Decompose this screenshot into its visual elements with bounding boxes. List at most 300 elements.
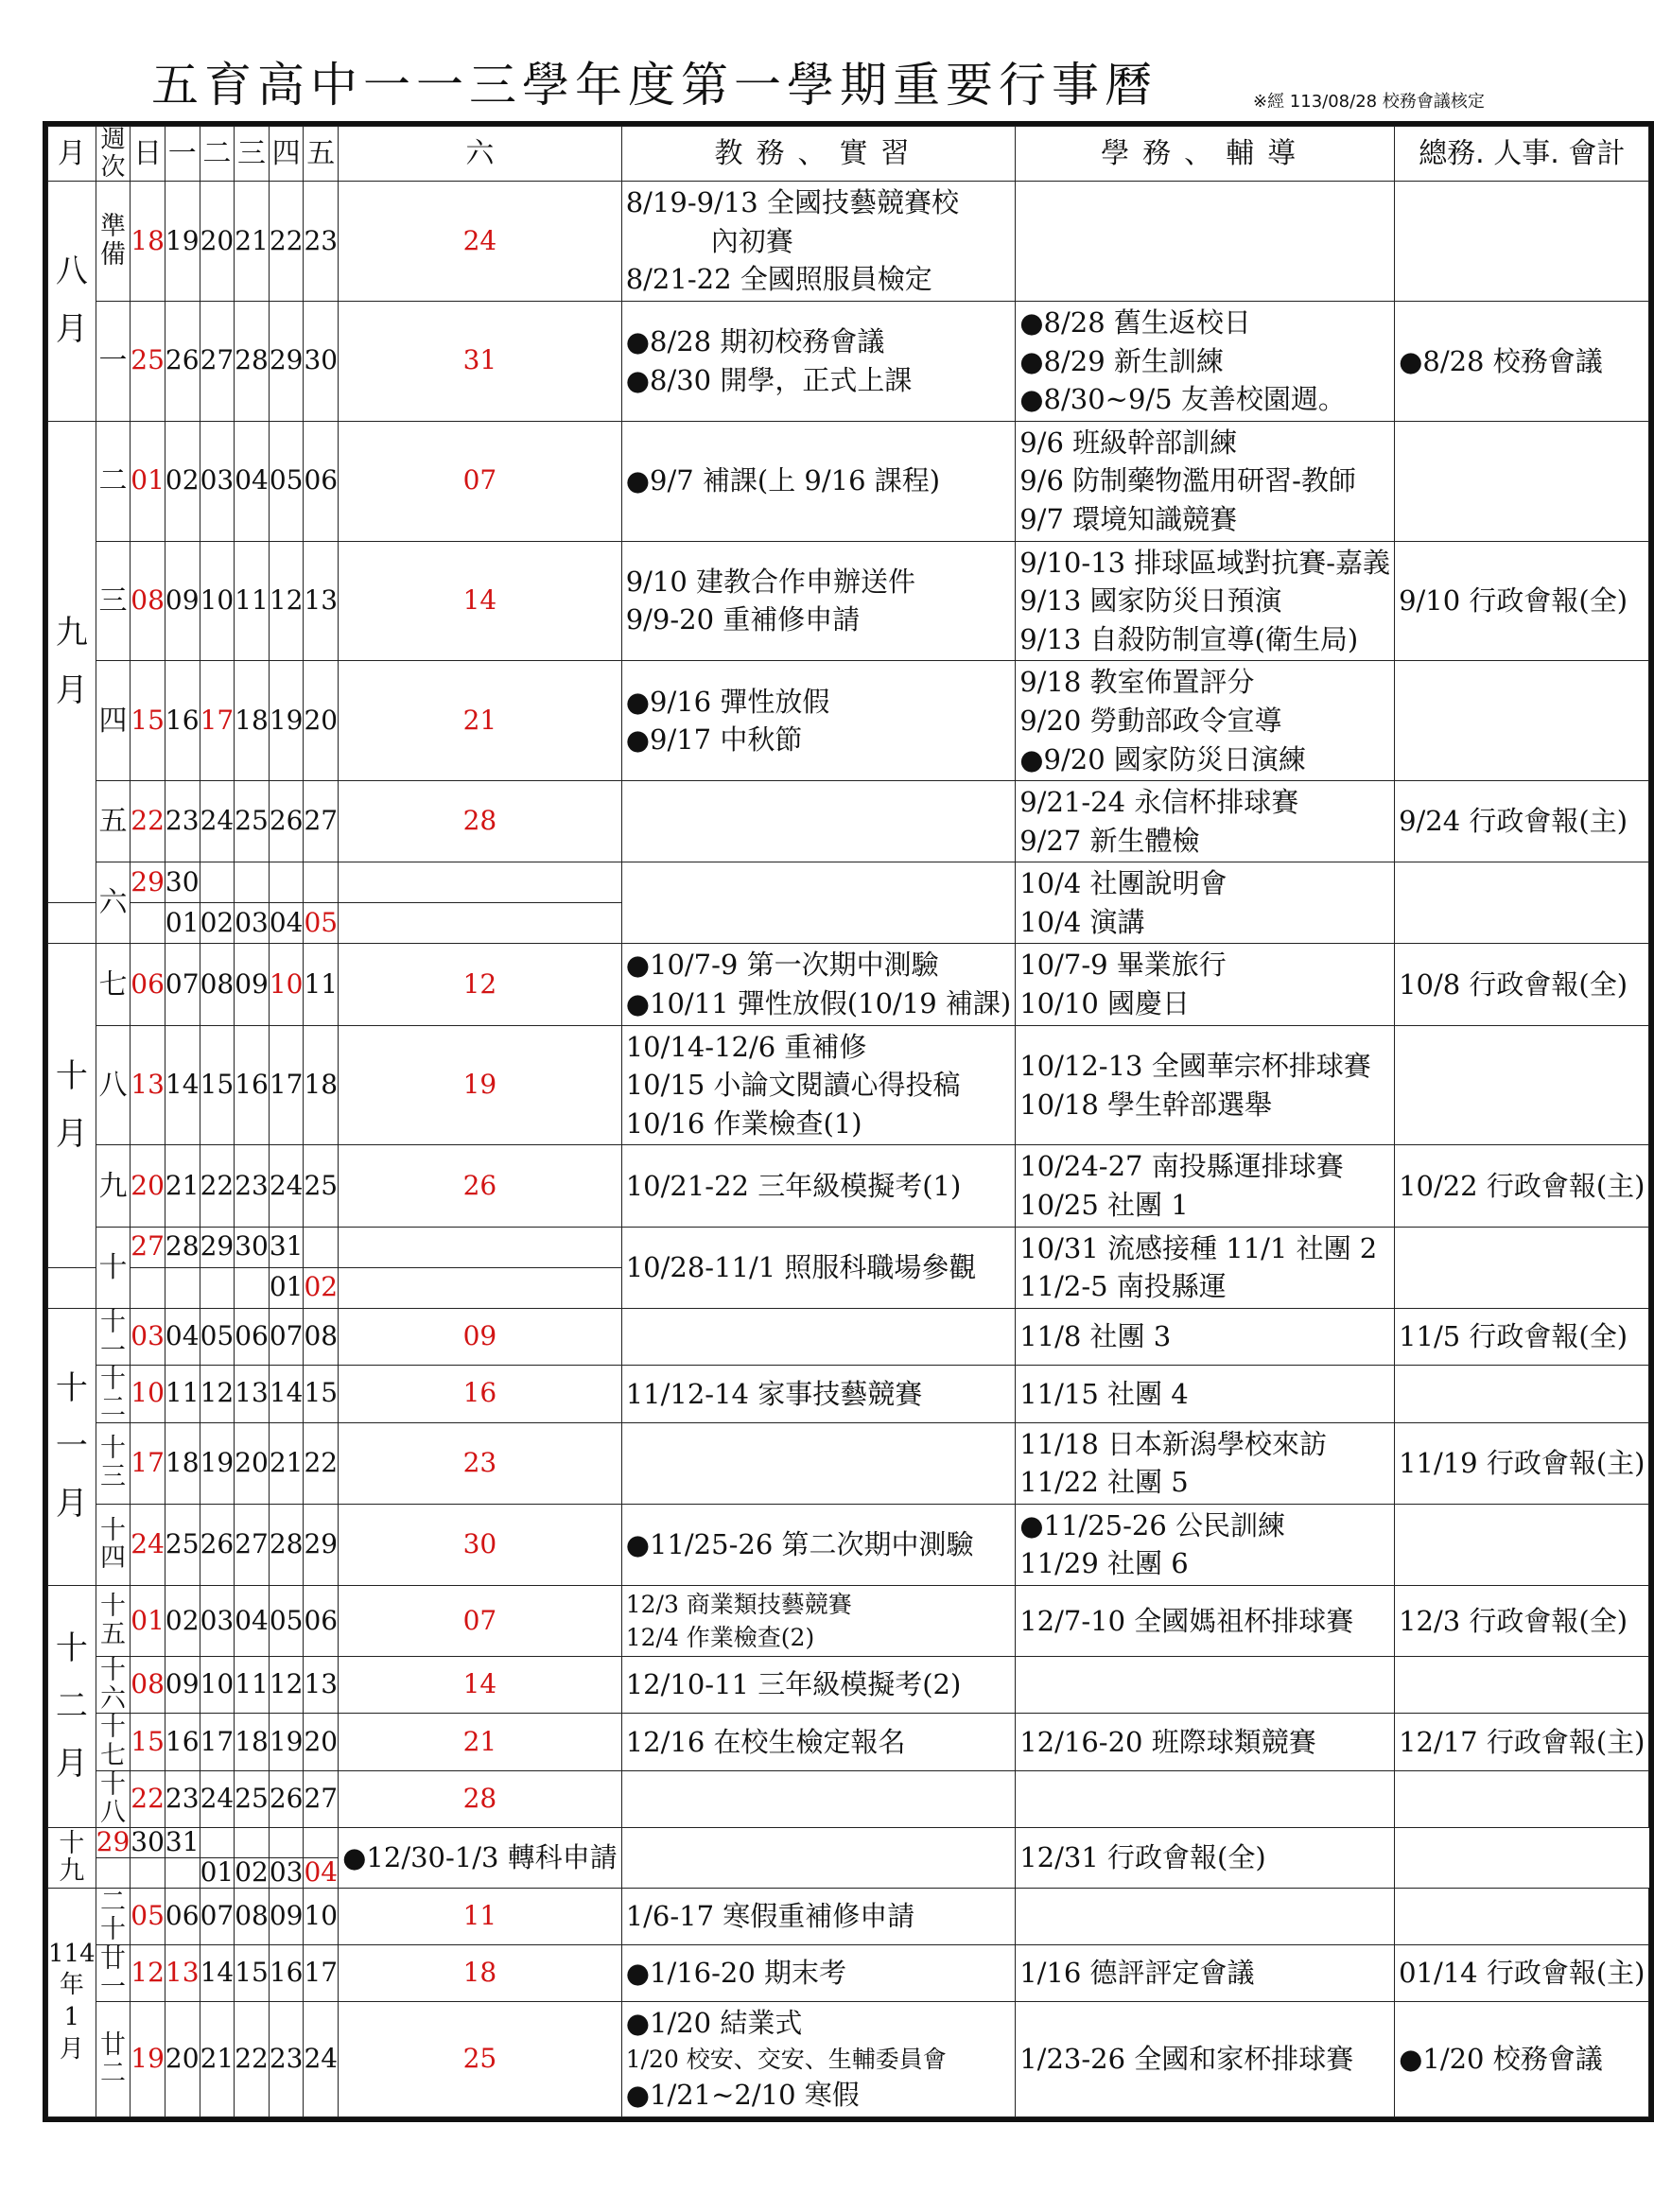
header-general: 總務. 人事. 會計 (1395, 127, 1649, 182)
day-cell: 15 (131, 661, 165, 781)
day-cell: 09 (235, 944, 270, 1025)
header-tue: 二 (200, 127, 235, 182)
day-cell: 14 (269, 1366, 304, 1422)
day-cell: 17 (304, 1945, 339, 2002)
month-label: 八 月 (55, 253, 88, 349)
day-cell: 22 (200, 1145, 235, 1227)
day-cell: 24 (269, 1145, 304, 1227)
day-cell: 13 (304, 1656, 339, 1713)
day-cell: 27 (304, 1770, 339, 1827)
general-cell (1395, 1770, 1649, 1827)
day-cell: 04 (235, 1585, 270, 1656)
general-cell-line: ●8/28 校務會議 (1399, 344, 1603, 377)
day-cell: 24 (200, 1770, 235, 1827)
day-cell: 18 (235, 1714, 270, 1770)
day-cell: 23 (339, 1422, 622, 1504)
student-cell-line: 10/31 流感接種 11/1 社團 2 (1019, 1231, 1378, 1264)
academic-cell-line: ●1/20 結業式 (625, 2007, 803, 2040)
week-label: 十五 (96, 1585, 131, 1656)
day-cell: 21 (165, 1145, 200, 1227)
student-cell-line: 9/20 勞動部政令宣導 (1019, 704, 1282, 737)
day-cell: 08 (304, 1308, 339, 1365)
day-cell: 09 (339, 1308, 622, 1365)
week-row (48, 301, 1649, 421)
day-cell: 19 (200, 1422, 235, 1504)
day-cell: 14 (339, 541, 622, 661)
day-cell: 15 (200, 1025, 235, 1145)
day-cell: 20 (235, 1422, 270, 1504)
week-row (48, 661, 1649, 781)
week-row (48, 862, 1649, 903)
general-cell (1395, 2002, 1649, 2116)
day-cell: 06 (235, 1308, 270, 1365)
general-cell (1395, 1366, 1649, 1422)
student-cell (1016, 1714, 1395, 1770)
week-row (48, 182, 1649, 302)
month-label: 十 月 (55, 1056, 88, 1154)
day-cell: 28 (339, 781, 622, 862)
week-row (48, 944, 1649, 1025)
student-cell-line: 9/6 防制藥物濫用研習-教師 (1019, 464, 1356, 497)
academic-cell (621, 1888, 1016, 1944)
calendar-table-wrapper (43, 121, 1654, 2122)
day-cell: 12 (269, 541, 304, 661)
day-cell: 01 (131, 421, 165, 541)
week-label: 準 備 (96, 182, 131, 302)
student-cell-line: 11/2-5 南投縣運 (1019, 1270, 1227, 1303)
week-label: 十七 (96, 1714, 131, 1770)
general-cell (1395, 541, 1649, 661)
month-dec (48, 1585, 96, 1827)
week-row (48, 1422, 1649, 1504)
academic-cell-line: ●1/21~2/10 寒假 (625, 2079, 860, 2111)
day-cell: 27 (131, 1227, 165, 1267)
day-cell: 10 (269, 944, 304, 1025)
general-cell (1395, 421, 1649, 541)
day-cell: 17 (131, 1422, 165, 1504)
day-cell: 02 (304, 1267, 339, 1308)
day-cell: 26 (269, 1770, 304, 1827)
day-cell: 04 (165, 1308, 200, 1365)
week-row (48, 1714, 1649, 1770)
header-fri: 五 (304, 127, 339, 182)
academic-cell (621, 1145, 1016, 1227)
student-cell (1016, 1227, 1395, 1308)
day-cell: 03 (200, 1585, 235, 1656)
academic-cell (621, 1025, 1016, 1145)
day-cell: 21 (235, 182, 270, 302)
student-cell (1016, 781, 1395, 862)
day-cell: 24 (131, 1504, 165, 1585)
day-cell: 23 (269, 2002, 304, 2116)
academic-cell-line: 8/19-9/13 全國技藝競賽校 (625, 186, 959, 219)
header-student-affairs: 學務、輔導 (1016, 127, 1395, 182)
day-cell: 25 (339, 2002, 622, 2116)
day-cell (131, 903, 165, 944)
day-cell (200, 1267, 235, 1308)
general-cell-line: 12/3 行政會報(全) (1399, 1604, 1628, 1637)
week-row (48, 421, 1649, 541)
day-cell: 23 (235, 1145, 270, 1227)
header-week: 週次 (96, 127, 131, 182)
day-cell: 24 (304, 2002, 339, 2116)
day-cell: 06 (165, 1888, 200, 1944)
day-cell: 16 (269, 1945, 304, 2002)
day-cell: 07 (339, 1585, 622, 1656)
week-label: 二十 (96, 1888, 131, 1944)
student-cell (621, 1828, 1016, 1889)
day-cell: 14 (165, 1025, 200, 1145)
general-cell-line: 01/14 行政會報(主) (1399, 1957, 1645, 1990)
day-cell: 05 (269, 1585, 304, 1656)
student-cell-line: 9/21-24 永信杯排球賽 (1019, 786, 1299, 819)
student-cell-line: 9/13 自殺防制宣導(衛生局) (1019, 622, 1359, 655)
student-cell-line: 12/7-10 全國媽祖杯排球賽 (1019, 1604, 1354, 1637)
day-cell: 06 (131, 944, 165, 1025)
week-row (48, 1145, 1649, 1227)
student-cell (1016, 1888, 1395, 1944)
day-cell: 01 (269, 1267, 304, 1308)
week-row (48, 1656, 1649, 1713)
header-sat: 六 (339, 127, 622, 182)
day-cell (235, 1267, 270, 1308)
week-label: 十四 (96, 1504, 131, 1585)
week-label: 三 (96, 541, 131, 661)
day-cell: 29 (96, 1826, 131, 1858)
general-cell-line: 12/17 行政會報(主) (1399, 1725, 1645, 1758)
day-cell: 19 (339, 1025, 622, 1145)
day-cell: 05 (304, 903, 339, 944)
month-oct (48, 944, 96, 1267)
day-cell: 04 (304, 1855, 339, 1888)
day-cell: 08 (200, 944, 235, 1025)
day-cell: 03 (269, 1855, 304, 1888)
day-cell: 31 (339, 301, 622, 421)
day-cell: 07 (200, 1888, 235, 1944)
day-cell: 01 (165, 903, 200, 944)
week-label: 廿二 (96, 2002, 131, 2116)
day-cell: 24 (339, 182, 622, 302)
student-cell (1016, 1422, 1395, 1504)
header-wed: 三 (235, 127, 270, 182)
month-sep (48, 421, 96, 903)
day-cell: 15 (131, 1714, 165, 1770)
day-cell: 01 (200, 1855, 235, 1888)
week-row (48, 1770, 1649, 1827)
day-cell: 22 (131, 781, 165, 862)
week-label: 十六 (96, 1656, 131, 1713)
week-row (48, 1227, 1649, 1267)
general-cell-line: 10/8 行政會報(全) (1399, 967, 1628, 1001)
academic-cell-line: 12/10-11 三年級模擬考(2) (625, 1668, 962, 1701)
general-cell (1395, 661, 1649, 781)
header-academic: 教務、實習 (621, 127, 1016, 182)
student-cell (1016, 2002, 1395, 2116)
day-cell: 29 (200, 1227, 235, 1267)
day-cell (200, 862, 235, 903)
academic-cell (621, 1585, 1016, 1656)
student-cell-line: 9/7 環境知識競賽 (1019, 502, 1238, 535)
day-cell (269, 1828, 304, 1858)
day-cell: 30 (339, 1504, 622, 1585)
month-label: 九 月 (55, 613, 88, 710)
day-cell: 25 (304, 1145, 339, 1227)
week-row (48, 781, 1649, 862)
week-row (48, 1025, 1649, 1145)
day-cell: 03 (131, 1308, 165, 1365)
day-cell: 22 (235, 2002, 270, 2116)
day-cell: 02 (165, 1585, 200, 1656)
day-cell: 19 (269, 661, 304, 781)
day-cell: 13 (131, 1025, 165, 1145)
day-cell: 08 (131, 1656, 165, 1713)
day-cell: 08 (131, 541, 165, 661)
month-label: 十 一 月 (55, 1369, 88, 1524)
month-label: 114 年 1 月 (48, 1939, 96, 2064)
header-row (48, 127, 1649, 182)
day-cell (200, 1828, 235, 1858)
day-cell: 08 (235, 1888, 270, 1944)
approval-note: ※經 113/08/28 校務會議核定 (1253, 92, 1485, 112)
day-cell: 16 (235, 1025, 270, 1145)
day-cell (235, 862, 270, 903)
student-cell (1016, 1308, 1395, 1365)
week-row (48, 1828, 1649, 1858)
day-cell: 11 (339, 1888, 622, 1944)
day-cell: 10 (200, 1656, 235, 1713)
student-cell-line: 10/7-9 畢業旅行 (1019, 949, 1227, 982)
day-cell: 04 (235, 421, 270, 541)
student-cell-line: 12/16-20 班際球類競賽 (1019, 1725, 1316, 1758)
day-cell: 01 (131, 1585, 165, 1656)
title-block (43, 52, 1518, 118)
academic-cell (621, 182, 1016, 302)
day-cell: 07 (339, 421, 622, 541)
academic-cell-line: ●8/30 開學，正式上課 (625, 363, 913, 396)
day-cell: 19 (131, 2002, 165, 2116)
day-cell: 21 (269, 1422, 304, 1504)
day-cell: 25 (165, 1504, 200, 1585)
academic-cell-line: 12/3 商業類技藝競賽 (625, 1590, 852, 1618)
day-cell: 06 (304, 1585, 339, 1656)
day-cell: 05 (269, 421, 304, 541)
student-cell-line: 10/4 社團說明會 (1019, 867, 1227, 900)
day-cell: 31 (269, 1227, 304, 1267)
day-cell: 28 (235, 301, 270, 421)
academic-cell-line: 9/10 建教合作申辦送件 (625, 565, 916, 598)
day-cell: 17 (200, 661, 235, 781)
day-cell: 18 (235, 661, 270, 781)
student-cell-line: 11/29 社團 6 (1019, 1547, 1189, 1580)
academic-cell-line: 10/28-11/1 照服科職場參觀 (625, 1250, 977, 1283)
general-cell (1395, 1227, 1649, 1308)
day-cell: 17 (200, 1714, 235, 1770)
day-cell: 27 (235, 1504, 270, 1585)
day-cell: 25 (235, 781, 270, 862)
day-cell: 27 (200, 301, 235, 421)
day-cell: 17 (269, 1025, 304, 1145)
academic-cell-line: ●9/16 彈性放假 (625, 685, 830, 718)
day-cell: 12 (269, 1656, 304, 1713)
academic-cell-line: 1/6-17 寒假重補修申請 (625, 1900, 915, 1933)
student-cell-line: 9/13 國家防災日預演 (1019, 584, 1282, 618)
academic-cell (621, 1945, 1016, 2002)
academic-cell (621, 781, 1016, 862)
header-mon: 一 (165, 127, 200, 182)
day-cell (304, 862, 339, 903)
general-cell (1395, 1888, 1649, 1944)
week-row (48, 1308, 1649, 1365)
student-cell (1016, 1656, 1395, 1713)
day-cell: 23 (165, 781, 200, 862)
day-cell: 15 (235, 1945, 270, 2002)
day-cell: 30 (131, 1826, 165, 1858)
day-cell: 30 (304, 301, 339, 421)
academic-cell-line: ●10/11 彈性放假(10/19 補課) (625, 987, 1012, 1020)
day-cell: 12 (339, 944, 622, 1025)
day-cell: 28 (339, 1770, 622, 1827)
day-cell (131, 1857, 165, 1888)
general-cell (1395, 1714, 1649, 1770)
student-cell (1016, 182, 1395, 302)
academic-cell-line: 10/14-12/6 重補修 (625, 1030, 867, 1063)
student-cell (1016, 944, 1395, 1025)
general-cell-line: 11/5 行政會報(全) (1399, 1320, 1628, 1353)
day-cell: 21 (200, 2002, 235, 2116)
student-cell (1016, 1366, 1395, 1422)
general-cell (1016, 1828, 1395, 1889)
week-label: 六 (96, 862, 131, 944)
general-cell-line: 10/22 行政會報(主) (1399, 1169, 1645, 1202)
day-cell (339, 1227, 622, 1267)
week-label: 五 (96, 781, 131, 862)
day-cell (48, 1267, 96, 1308)
day-cell: 25 (235, 1770, 270, 1827)
student-cell-line: ●8/29 新生訓練 (1019, 344, 1224, 377)
student-cell-line: ●8/30~9/5 友善校園週。 (1019, 383, 1346, 416)
academic-cell-line: ●1/16-20 期末考 (625, 1957, 847, 1990)
day-cell: 12 (131, 1945, 165, 2002)
month-label: 十 二 月 (55, 1629, 88, 1784)
day-cell: 12 (200, 1366, 235, 1422)
general-cell (1395, 1145, 1649, 1227)
week-row (48, 541, 1649, 661)
general-cell (1395, 1945, 1649, 2002)
academic-cell-line: ●12/30-1/3 轉科申請 (342, 1841, 618, 1874)
day-cell: 13 (304, 541, 339, 661)
week-label: 廿一 (96, 1945, 131, 2002)
academic-cell-line: ●10/7-9 第一次期中測驗 (625, 949, 939, 982)
day-cell (131, 1267, 165, 1308)
academic-cell-line: 12/16 在校生檢定報名 (625, 1725, 906, 1758)
academic-cell (621, 862, 1016, 944)
day-cell: 05 (131, 1888, 165, 1944)
academic-cell-line: 內初賽 (710, 224, 793, 257)
week-row (48, 1366, 1649, 1422)
header-sun: 日 (131, 127, 165, 182)
day-cell (339, 862, 622, 903)
student-cell (1016, 1025, 1395, 1145)
student-cell-line: 10/18 學生幹部選舉 (1019, 1088, 1273, 1121)
day-cell: 20 (200, 182, 235, 302)
day-cell: 02 (200, 903, 235, 944)
day-cell: 26 (200, 1504, 235, 1585)
student-cell-line: 11/18 日本新潟學校來訪 (1019, 1427, 1328, 1460)
week-row (48, 1585, 1649, 1656)
day-cell (96, 1857, 131, 1888)
student-cell-line: 9/27 新生體檢 (1019, 824, 1200, 857)
day-cell: 19 (269, 1714, 304, 1770)
academic-cell (621, 661, 1016, 781)
day-cell: 18 (165, 1422, 200, 1504)
general-cell (1395, 1422, 1649, 1504)
student-cell-line: 11/8 社團 3 (1019, 1320, 1172, 1353)
day-cell: 20 (165, 2002, 200, 2116)
day-cell: 31 (165, 1826, 200, 1858)
academic-cell (621, 944, 1016, 1025)
academic-cell-line: ●9/7 補課(上 9/16 課程) (625, 464, 941, 497)
student-cell (1016, 661, 1395, 781)
week-label: 十三 (96, 1422, 131, 1504)
day-cell: 16 (165, 1714, 200, 1770)
week-label: 十一 (96, 1308, 131, 1365)
student-cell (1016, 1504, 1395, 1585)
academic-cell (621, 421, 1016, 541)
calendar-table (47, 126, 1649, 2117)
week-row (48, 1945, 1649, 2002)
day-cell: 29 (304, 1504, 339, 1585)
day-cell: 09 (269, 1888, 304, 1944)
academic-cell (621, 301, 1016, 421)
day-cell: 11 (165, 1366, 200, 1422)
day-cell (48, 903, 96, 944)
day-cell: 26 (269, 781, 304, 862)
day-cell: 13 (165, 1945, 200, 2002)
day-cell: 18 (131, 182, 165, 302)
day-cell: 27 (304, 781, 339, 862)
general-cell (1395, 862, 1649, 944)
academic-cell-line: ●8/28 期初校務會議 (625, 325, 885, 358)
week-label: 四 (96, 661, 131, 781)
week-label: 九 (96, 1145, 131, 1227)
day-cell: 16 (165, 661, 200, 781)
general-cell (1395, 1656, 1649, 1713)
academic-cell-line: ●9/17 中秋節 (625, 723, 803, 757)
general-cell-line: 12/31 行政會報(全) (1019, 1841, 1266, 1874)
day-cell: 26 (339, 1145, 622, 1227)
day-cell: 25 (131, 301, 165, 421)
student-cell-line: 10/4 演講 (1019, 905, 1145, 938)
student-cell (1016, 1770, 1395, 1827)
week-label: 十九 (48, 1828, 96, 1889)
student-cell-line: 10/10 國慶日 (1019, 987, 1191, 1020)
week-label: 七 (96, 944, 131, 1025)
day-cell: 02 (165, 421, 200, 541)
general-cell-line: 11/19 行政會報(主) (1399, 1446, 1645, 1479)
general-cell (1395, 1504, 1649, 1585)
academic-cell (621, 1504, 1016, 1585)
day-cell: 16 (339, 1366, 622, 1422)
academic-cell-line: 9/9-20 重補修申請 (625, 603, 861, 636)
academic-cell-line: 8/21-22 全國照服員檢定 (625, 263, 932, 296)
student-cell-line: ●11/25-26 公民訓練 (1019, 1508, 1286, 1541)
student-cell-line: ●8/28 舊生返校日 (1019, 305, 1251, 339)
day-cell: 22 (304, 1422, 339, 1504)
month-jan (48, 1888, 96, 2116)
academic-cell-line: 11/12-14 家事技藝競賽 (625, 1377, 923, 1410)
academic-cell (621, 541, 1016, 661)
student-cell-line: 10/12-13 全國華宗杯排球賽 (1019, 1049, 1371, 1082)
